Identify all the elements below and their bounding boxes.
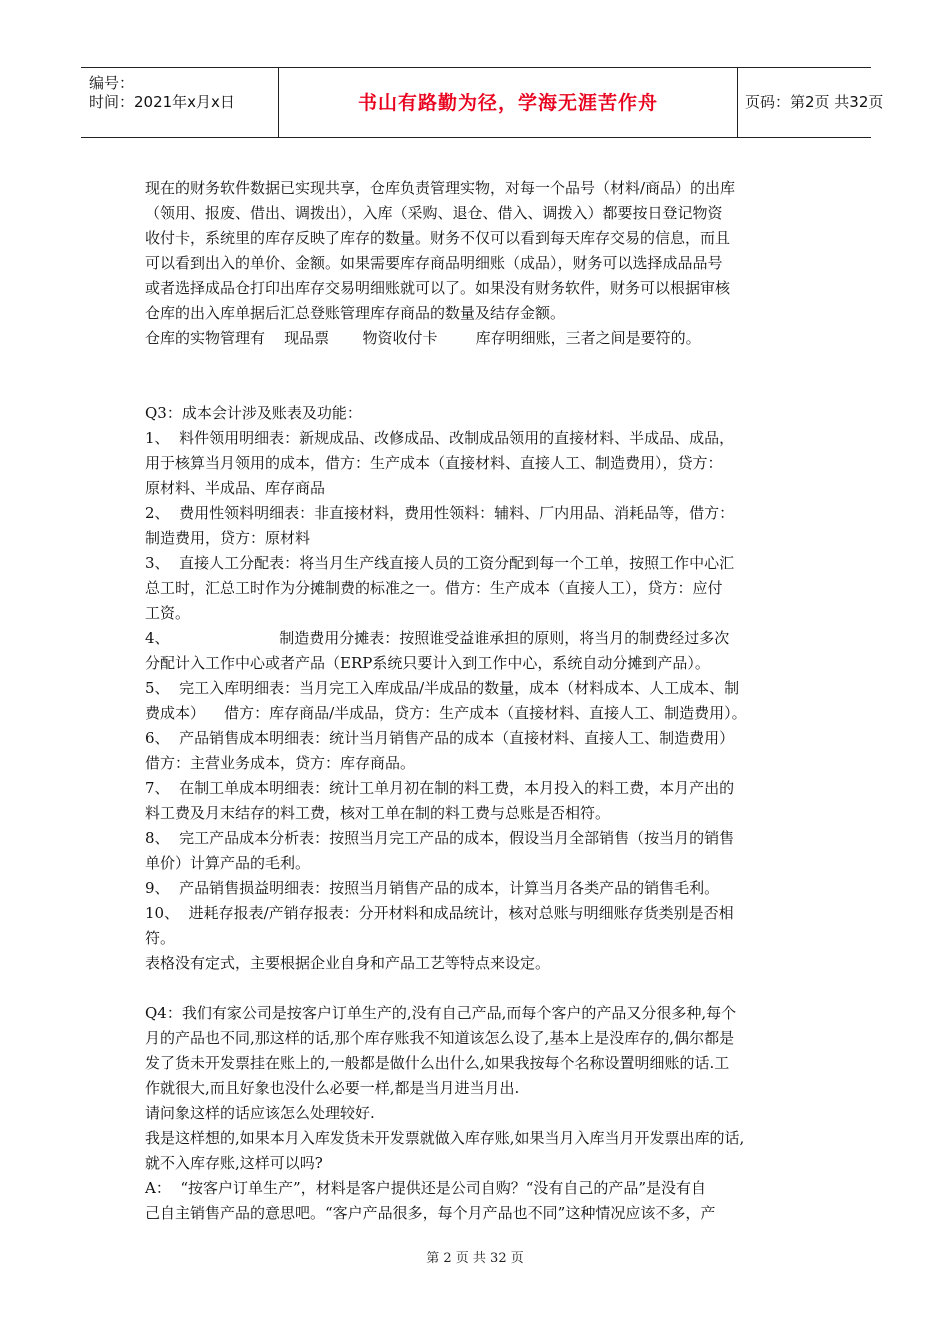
text-line: （领用、报废、借出、调拨出），入库（采购、退仓、借入、调拨入）都要按日登记物资 (145, 204, 723, 222)
text-line: 收付卡，系统里的库存反映了库存的数量。财务不仅可以看到每天库存交易的信息，而且 (145, 229, 731, 247)
text-line: 表格没有定式，主要根据企业自身和产品工艺等特点来设定。 (145, 954, 551, 972)
text-line: 单价）计算产品的毛利。 (145, 854, 311, 872)
text-line: 原材料、半成品、库存商品 (145, 479, 326, 497)
header-motto-cell (278, 68, 738, 137)
text-line: 3、 直接人工分配表：将当月生产线直接人员的工资分配到每一个工单，按照工作中心汇 (145, 554, 735, 572)
text-line: 借方：主营业务成本，贷方：库存商品。 (145, 754, 416, 772)
header-page-number: 页码：第2页 共32页 (745, 93, 884, 111)
text-line: 2、 费用性领料明细表：非直接材料，费用性领料：辅料、厂内用品、消耗品等，借方： (145, 504, 735, 522)
text-line: 用于核算当月领用的成本，借方：生产成本（直接材料、直接人工、制造费用），贷方： (145, 454, 723, 472)
header-motto: 书山有路勤为径，学海无涯苦作舟 (357, 92, 658, 114)
text-line: 发了货未开发票挂在账上的,一般都是做什么出什么,如果我按每个名称设置明细账的话.工 (145, 1054, 730, 1072)
text-line: 符。 (145, 929, 176, 947)
text-line: 工资。 (145, 604, 191, 622)
text-line: 费成本） 借方：库存商品/半成品，贷方：生产成本（直接材料、直接人工、制造费用）。 (145, 704, 747, 722)
paragraph-inventory-management (145, 176, 815, 351)
header-info-cell (81, 68, 278, 137)
text-line: 就不入库存账,这样可以吗? (145, 1154, 323, 1172)
text-line: 1、 料件领用明细表：新规成品、改修成品、改制成品领用的直接材料、半成品、成品， (145, 429, 735, 447)
text-line: A： “按客户订单生产”，材料是客户提供还是公司自购？“没有自己的产品”是没有自 (145, 1179, 707, 1197)
text-line: 月的产品也不同,那这样的话,那个库存账我不知道该怎么设了,基本上是没库存的,偶尔都是 (145, 1029, 735, 1047)
header-page-cell (737, 68, 884, 137)
text-line: 4、 制造费用分摊表：按照谁受益谁承担的原则，将当月的制费经过多次 (145, 629, 730, 647)
document-number-label: 编号： (89, 74, 135, 92)
text-line: Q4：我们有家公司是按客户订单生产的,没有自己产品,而每个客户的产品又分很多种,每个 (145, 1004, 737, 1022)
document-body (145, 176, 815, 1226)
page-header (81, 67, 884, 138)
section-q3 (145, 401, 815, 976)
text-line: 5、 完工入库明细表：当月完工入库成品/半成品的数量，成本（材料成本、人工成本、制 (145, 679, 740, 697)
text-line: 8、 完工产品成本分析表：按照当月完工产品的成本，假设当月全部销售（按当月的销售 (145, 829, 735, 847)
text-line: 仓库的实物管理有 现品票 物资收付卡 库存明细账，三者之间是要符的。 (145, 329, 701, 347)
document-time-label: 时间：2021年x月x日 (89, 93, 235, 111)
text-line: 6、 产品销售成本明细表：统计当月销售产品的成本（直接材料、直接人工、制造费用） (145, 729, 735, 747)
text-line: 或者选择成品仓打印出库存交易明细账就可以了。如果没有财务软件，财务可以根据审核 (145, 279, 731, 297)
text-line: 制造费用，贷方：原材料 (145, 529, 311, 547)
text-line: 10、 进耗存报表/产销存报表：分开材料和成品统计，核对总账与明细账存货类别是否相 (145, 904, 734, 922)
text-line: 总工时，汇总工时作为分摊制费的标准之一。借方：生产成本（直接人工），贷方：应付 (145, 579, 723, 597)
text-line: 请问象这样的话应该怎么处理较好. (145, 1104, 375, 1122)
text-line: 7、 在制工单成本明细表：统计工单月初在制的料工费，本月投入的料工费，本月产出的 (145, 779, 735, 797)
section-q4 (145, 1001, 815, 1226)
text-line: 料工费及月末结存的料工费，核对工单在制的料工费与总账是否相符。 (145, 804, 611, 822)
text-line: 仓库的出入库单据后汇总登账管理库存商品的数量及结存金额。 (145, 304, 566, 322)
page-footer: 第 2 页 共 32 页 (426, 1251, 524, 1266)
section-heading: Q3：成本会计涉及账表及功能： (145, 404, 362, 422)
text-line: 作就很大,而且好象也没什么必要一样,都是当月进当月出. (145, 1079, 520, 1097)
text-line: 现在的财务软件数据已实现共享，仓库负责管理实物，对每一个品号（材料/商品）的出库 (145, 179, 736, 197)
text-line: 9、 产品销售损益明细表：按照当月销售产品的成本，计算当月各类产品的销售毛利。 (145, 879, 720, 897)
text-line: 分配计入工作中心或者产品（ERP系统只要计入到工作中心，系统自动分摊到产品）。 (145, 654, 710, 672)
text-line: 我是这样想的,如果本月入库发货未开发票就做入库存账,如果当月入库当月开发票出库的话, (145, 1129, 745, 1147)
text-line: 可以看到出入的单价、金额。如果需要库存商品明细账（成品），财务可以选择成品品号 (145, 254, 723, 272)
text-line: 己自主销售产品的意思吧。“客户产品很多，每个月产品也不同”这种情况应该不多，产 (145, 1204, 716, 1222)
